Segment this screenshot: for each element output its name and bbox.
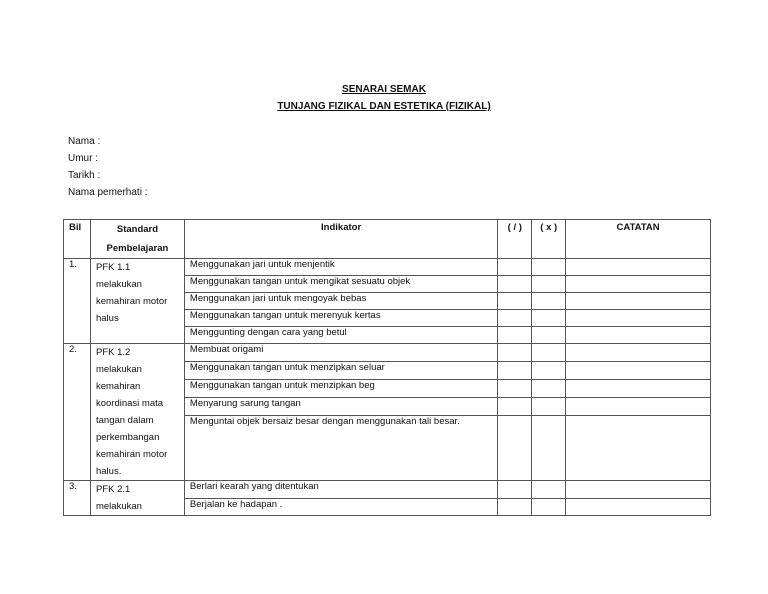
tick-cell[interactable]	[498, 379, 532, 397]
section-3-bil: 3.	[64, 481, 91, 516]
cross-cell[interactable]	[532, 344, 566, 362]
standard-line: melakukan	[95, 364, 142, 375]
cross-cell[interactable]	[532, 397, 566, 415]
document-subtitle: TUNJANG FIZIKAL DAN ESTETIKA (FIZIKAL)	[277, 101, 491, 112]
tick-cell[interactable]	[498, 481, 532, 499]
catatan-cell[interactable]	[566, 361, 711, 379]
table-row	[64, 344, 711, 362]
indicator-cell: Menyarung sarung tangan	[184, 397, 497, 415]
indicator-cell: Menggunakan tangan untuk merenyuk kertas	[184, 310, 497, 327]
header-standard-line2: Pembelajaran	[106, 243, 169, 254]
tick-cell[interactable]	[498, 498, 532, 516]
tick-cell[interactable]	[498, 293, 532, 310]
catatan-cell[interactable]	[566, 481, 711, 499]
standard-line: PFK 2.1	[95, 484, 131, 495]
table-header-row	[64, 220, 711, 259]
standard-line: melakukan	[95, 279, 142, 290]
catatan-cell[interactable]	[566, 327, 711, 344]
indicator-cell: Menggunakan tangan untuk mengikat sesuatu objek	[184, 276, 497, 293]
cross-cell[interactable]	[532, 327, 566, 344]
standard-line: halus	[95, 313, 119, 324]
cross-cell[interactable]	[532, 276, 566, 293]
section-2-bil: 2.	[64, 344, 91, 481]
catatan-cell[interactable]	[566, 397, 711, 415]
cross-cell[interactable]	[532, 361, 566, 379]
checklist-table	[63, 219, 711, 516]
standard-line: tangan dalam	[95, 415, 154, 426]
indicator-cell: Berlari kearah yang ditentukan	[184, 481, 497, 499]
catatan-cell[interactable]	[566, 379, 711, 397]
header-bil: Bil	[64, 220, 91, 259]
field-umur: Umur :	[68, 153, 98, 164]
catatan-cell[interactable]	[566, 259, 711, 276]
standard-line: PFK 1.2	[95, 347, 131, 358]
cross-cell[interactable]	[532, 259, 566, 276]
cross-cell[interactable]	[532, 481, 566, 499]
catatan-cell[interactable]	[566, 310, 711, 327]
header-standard-line1: Standard	[116, 224, 159, 235]
table-row	[64, 259, 711, 276]
table-row	[64, 481, 711, 499]
indicator-cell: Menguntai objek bersaiz besar dengan menggunakan tali besar.	[184, 415, 497, 480]
header-cross: ( x )	[532, 220, 566, 259]
standard-line: kemahiran motor	[95, 449, 168, 460]
tick-cell[interactable]	[498, 415, 532, 480]
header-indikator: Indikator	[184, 220, 497, 259]
standard-line: perkembangan	[95, 432, 160, 443]
section-1-bil: 1.	[64, 259, 91, 344]
field-tarikh: Tarikh :	[68, 170, 101, 181]
cross-cell[interactable]	[532, 498, 566, 516]
section-3-standard	[90, 481, 184, 516]
tick-cell[interactable]	[498, 310, 532, 327]
indicator-cell: Menggunakan tangan untuk menzipkan beg	[184, 379, 497, 397]
tick-cell[interactable]	[498, 361, 532, 379]
catatan-cell[interactable]	[566, 293, 711, 310]
catatan-cell[interactable]	[566, 344, 711, 362]
section-1-standard	[90, 259, 184, 344]
cross-cell[interactable]	[532, 310, 566, 327]
field-nama: Nama :	[68, 136, 101, 147]
standard-line: halus.	[95, 466, 122, 477]
section-2-standard	[90, 344, 184, 481]
header-catatan: CATATAN	[566, 220, 711, 259]
indicator-cell: Menggunting dengan cara yang betul	[184, 327, 497, 344]
standard-line: koordinasi mata	[95, 398, 164, 409]
indicator-cell: Menggunakan jari untuk menjentik	[184, 259, 497, 276]
indicator-cell: Menggunakan jari untuk mengoyak bebas	[184, 293, 497, 310]
indicator-cell: Menggunakan tangan untuk menzipkan seluar	[184, 361, 497, 379]
tick-cell[interactable]	[498, 344, 532, 362]
indicator-cell: Membuat origami	[184, 344, 497, 362]
tick-cell[interactable]	[498, 397, 532, 415]
indicator-cell: Berjalan ke hadapan .	[184, 498, 497, 516]
catatan-cell[interactable]	[566, 276, 711, 293]
cross-cell[interactable]	[532, 293, 566, 310]
standard-line: kemahiran	[95, 381, 141, 392]
standard-line: melakukan	[95, 501, 142, 512]
field-nama-pemerhati: Nama pemerhati :	[68, 187, 148, 198]
standard-line: kemahiran motor	[95, 296, 168, 307]
catatan-cell[interactable]	[566, 498, 711, 516]
cross-cell[interactable]	[532, 415, 566, 480]
standard-line: PFK 1.1	[95, 262, 131, 273]
cross-cell[interactable]	[532, 379, 566, 397]
catatan-cell[interactable]	[566, 415, 711, 480]
tick-cell[interactable]	[498, 327, 532, 344]
document-title: SENARAI SEMAK	[342, 84, 426, 95]
tick-cell[interactable]	[498, 276, 532, 293]
tick-cell[interactable]	[498, 259, 532, 276]
header-tick: ( / )	[498, 220, 532, 259]
header-standard	[90, 220, 184, 259]
